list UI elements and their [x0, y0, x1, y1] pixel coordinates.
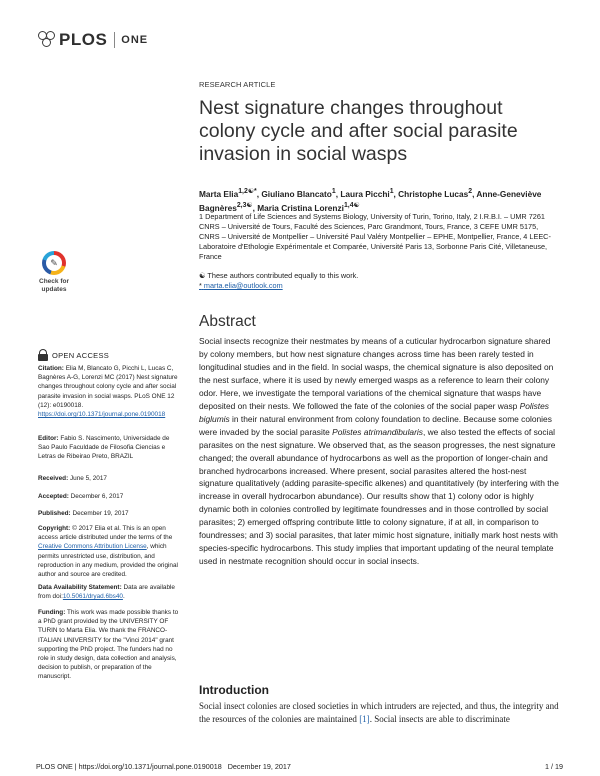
author-name[interactable]: Christophe Lucas [398, 188, 469, 199]
license-link[interactable]: Creative Commons Attribution License [38, 543, 147, 551]
plos-rings-icon [38, 31, 56, 49]
logo-plos-text: PLOS [59, 30, 108, 49]
article-title: Nest signature changes throughout colony cycle and after social parasite invasion in social wasps [199, 97, 518, 165]
page-number: 1 / 19 [545, 762, 563, 771]
logo-journal-text: ONE [121, 34, 149, 46]
open-access-badge [38, 349, 109, 361]
page-footer: PLOS ONE | https://doi.org/10.1371/journal.pone.0190018 December 19, 2017 [36, 762, 291, 771]
logo-divider [114, 32, 115, 48]
article-type: RESEARCH ARTICLE [199, 80, 276, 89]
corresponding-email-row [199, 281, 283, 290]
plos-one-logo[interactable] [38, 30, 148, 50]
data-doi-link[interactable]: 10.5061/dryad.6bs40 [62, 593, 123, 601]
footer-date: December 19, 2017 [227, 762, 291, 771]
corresponding-email-link[interactable]: marta.elia@outlook.com [203, 281, 283, 290]
author-name[interactable]: Anne-Geneviève Bagnères [199, 188, 542, 213]
author-name[interactable]: Maria Cristina Lorenzi [257, 202, 344, 213]
affiliations: 1 Department of Life Sciences and Systems Biology, University of Turin, Torino, Italy, 2 I.R.B.I. – UMR 7261 CNRS – Université de Tours, Faculté des Sciences, Parc Grandmont, Tours, France, 3 CEFE UMR 5175, CNRS – Université de Montpellier – Université Paul Valéry Montpellier – EPHE, Montpellier, France, 4 LEEC-Laboratoire d'Ethologie Expérimentale et Comparée, Université Paris 13, Sorbonne Paris Cité, Villetaneuse, France [199, 212, 551, 261]
check-for-updates-button[interactable]: ✎ Check for updates [36, 250, 72, 298]
corresponding-mark: * [199, 281, 202, 290]
footer-journal: PLOS ONE [36, 762, 73, 771]
introduction-text: Social insect colonies are closed societies in which intruders are rejected, and thus, the integrity and the resources of the colonies are maintained [1]. Social insects are able to discriminate [199, 701, 559, 724]
author-name[interactable]: Marta Elia [199, 188, 239, 199]
copyright-block: Copyright: © 2017 Elia et al. This is an open access article distributed under the terms of the Creative Commons Attribution License, which permits unrestricted use, distribution, and reproduction in any medium, provided the original author and source are credited. [38, 525, 178, 579]
accepted-date: Accepted: December 6, 2017 [38, 493, 124, 500]
open-access-label: OPEN ACCESS [52, 350, 110, 360]
funding-block: Funding: This work was made possible thanks to a PhD grant provided by the UNIVERSITY OF TURIN to Marta Elia. We thank the FRANCO-ITALIAN UNIVERSITY for the "Vinci 2014" grant supporting the PhD project. The funders had no role in study design, data collection and analysis, decision to publish, or preparation of the manuscript. [38, 609, 179, 681]
editor-block: Editor: Fabio S. Nascimento, Universidade de Sao Paulo Faculdade de Filosofia Ciencias e Letras de Ribeirao Preto, BRAZIL [38, 435, 170, 461]
check-for-updates-label: Check for updates [39, 278, 69, 293]
footer-doi-link[interactable]: https://doi.org/10.1371/journal.pone.0190018 [78, 762, 222, 771]
received-date: Received: June 5, 2017 [38, 475, 107, 482]
reference-link[interactable]: [1] [359, 714, 370, 724]
author-list: Marta Elia$^{1,2☯*}$, Giuliano Blancato$^1$, Laura Picchi$^1$, Christophe Lucas$^2$, Anne-Geneviève Bagnères$^{2,3☯}$, Maria Cristina Lorenzi$^{1,4☯}$ [199, 188, 542, 213]
abstract-text: Social insects recognize their nestmates by means of a cuticular hydrocarbon signature shared by colony members, but how nest signature changes across time has been rarely tested in longitudinal studies and in the field. In social wasps, the chemical signature is also deposited on the nest surface, where it is used by newly emerged wasps as a reference to learn their colony odor. Here, we investigate the temporal variations of the chemical signature that wasps have deposited on their nests. We followed the fate of the colonies of the social paper wasp Polistes biglumis in their natural environment from colony foundation to decline. Because some colonies were invaded by the social parasite Polistes atrimandibularis, we also tested the effects of social parasites on the nest signature. We observed that, as the season progresses, the nest signature changed; the overall abundance of hydrocarbons as well as the proportion of longer-chain and branched hydrocarbons increased. Where present, social parasites altered the host-nest signature qualitatively (adding parasite-specific alkenes) and quantitatively (by interfering with the increase in overall hydrocarbon abundance). Our results show that 1) colony odor is highly dynamic both in colonies controlled by legitimate foundresses and in those controlled by social parasites; 2) emerged offspring contribute little to colony signature, if at all, in comparison to foundresses; and 3) social parasites, that later mimic host signature, initially mark host nests with species-specific hydrocarbons. This study implies that important updating of the neural template used in nestmate recognition should occur in social insects. [199, 336, 559, 567]
open-lock-icon [38, 349, 48, 361]
citation-block: Citation: Elia M, Blancato G, Picchi L, Lucas C, Bagnères A-G, Lorenzi MC (2017) Nest signature changes throughout colony cycle and after social parasite invasion in social wasps. PLoS ONE 12 (12): e0190018. https://doi.org/10.1371/journal.pone.0190018 [38, 365, 178, 419]
author-name[interactable]: Laura Picchi [340, 188, 390, 199]
published-date: Published: December 19, 2017 [38, 510, 129, 517]
citation-doi-link[interactable]: https://doi.org/10.1371/journal.pone.0190018 [38, 411, 166, 419]
abstract-heading: Abstract [199, 313, 256, 330]
author-name[interactable]: Giuliano Blancato [261, 188, 332, 199]
data-availability-block: Data Availability Statement: Data are available from doi:10.5061/dryad.6bs40. [38, 584, 175, 601]
introduction-heading: Introduction [199, 683, 269, 697]
equal-contribution-note: ☯ These authors contributed equally to this work. [199, 271, 359, 280]
